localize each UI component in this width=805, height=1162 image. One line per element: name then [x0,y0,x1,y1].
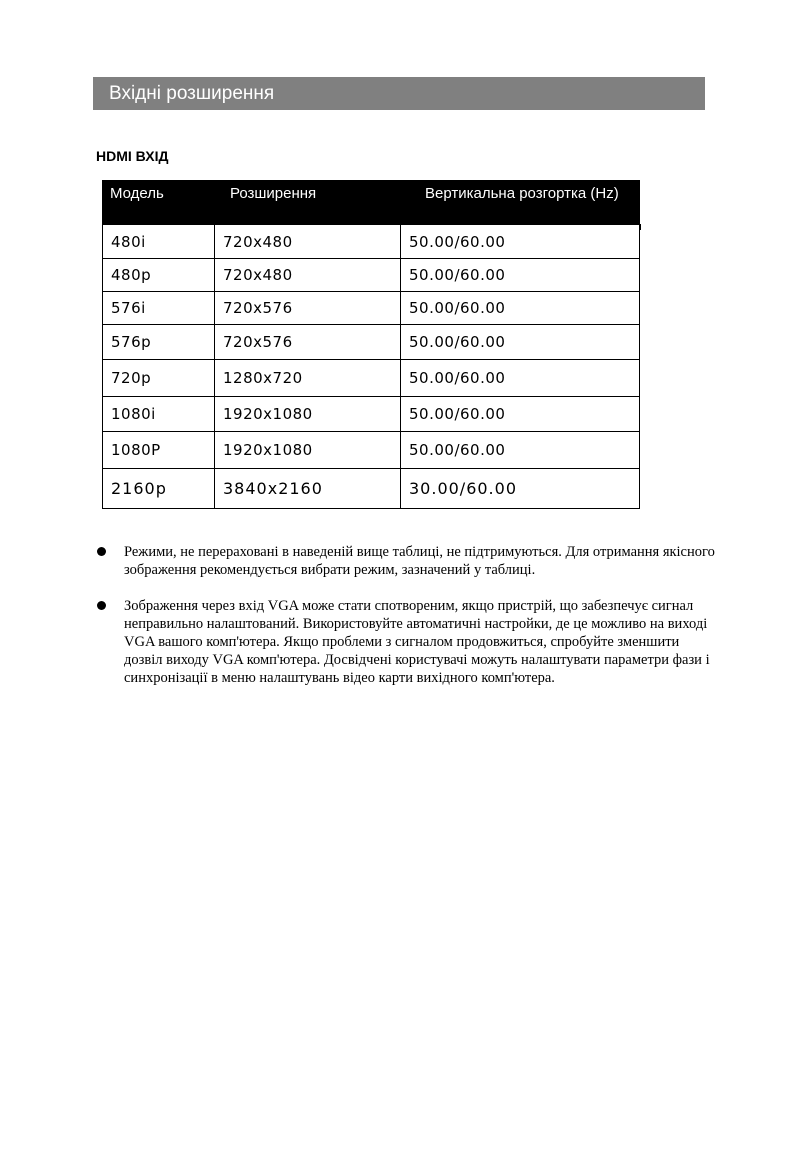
cell-model: 1080i [103,397,215,432]
cell-model: 2160p [103,469,215,509]
cell-resolution: 720x576 [215,325,401,360]
cell-resolution: 1920x1080 [215,432,401,469]
cell-model: 480i [103,225,215,259]
note-text: Зображення через вхід VGA може стати спотвореним, якщо пристрій, що забезпечує сигнал неправильно налаштований. Використовуйте автоматичні настройки, де це можливо на виході VGA вашого комп'ютера. Якщо проблеми з сигналом продовжиться, спробуйте зменшити дозвіл виходу VGA комп'ютера. Досвідчені користувачі можуть налаштувати параметри фази і синхронізації в меню налаштувань відео карти вихідного комп'ютера. [124,598,710,686]
cell-refresh: 50.00/60.00 [401,292,640,325]
cell-refresh: 50.00/60.00 [401,325,640,360]
cell-refresh: 50.00/60.00 [401,259,640,292]
cell-resolution: 720x480 [215,259,401,292]
table-row [103,225,640,259]
cell-resolution: 1280x720 [215,360,401,397]
page-title: Вхідні розширення [93,77,705,110]
table-header [102,180,640,224]
cell-model: 480p [103,259,215,292]
table-row [103,259,640,292]
cell-refresh: 50.00/60.00 [401,397,640,432]
cell-resolution: 3840x2160 [215,469,401,509]
cell-model: 576i [103,292,215,325]
cell-resolution: 1920x1080 [215,397,401,432]
cell-model: 720p [103,360,215,397]
cell-refresh: 50.00/60.00 [401,432,640,469]
resolution-table [102,224,640,509]
cell-model: 576p [103,325,215,360]
table-row [103,469,640,509]
table-row [103,292,640,325]
table-row [103,360,640,397]
list-item [95,543,715,579]
notes-list [95,543,715,705]
cell-refresh: 50.00/60.00 [401,225,640,259]
note-text: Режими, не перераховані в наведеній вище таблиці, не підтримуються. Для отримання якісного зображення рекомендується вибрати режим, зазначений у таблиці. [124,544,715,578]
cell-resolution: 720x576 [215,292,401,325]
header-resolution: Розширення [230,185,317,202]
list-item [95,597,715,687]
section-heading: HDMI ВХІД [96,148,169,164]
header-model: Модель [110,185,164,202]
table-row [103,325,640,360]
header-vertical-refresh: Вертикальна розгортка (Hz) [425,185,619,202]
table-row [103,397,640,432]
bullet-icon [97,547,106,556]
table-row [103,432,640,469]
cell-refresh: 30.00/60.00 [401,469,640,509]
cell-refresh: 50.00/60.00 [401,360,640,397]
cell-model: 1080P [103,432,215,469]
cell-resolution: 720x480 [215,225,401,259]
bullet-icon [97,601,106,610]
